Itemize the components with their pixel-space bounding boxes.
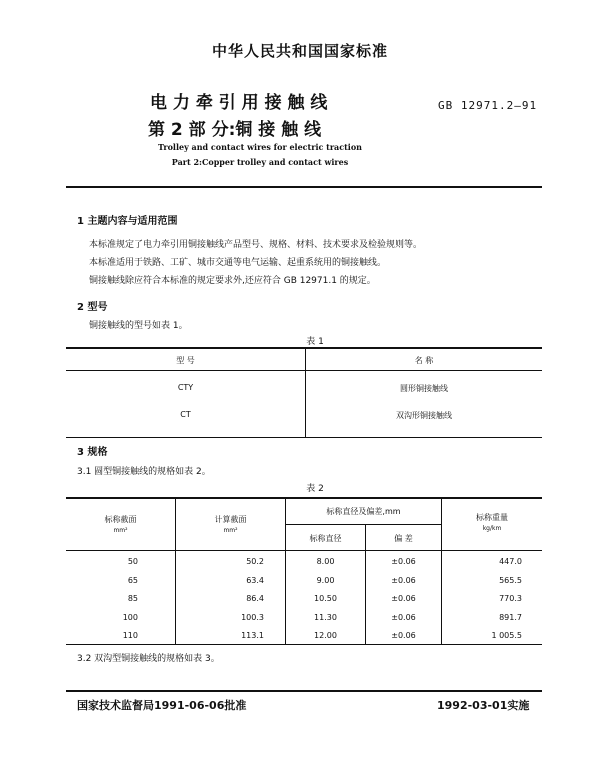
table2-row5-calc: 113.1 [241,631,264,640]
section1-paragraph1: 本标准规定了电力牵引用铜接触线产品型号、规格、材料、技术要求及检验规则等。 [89,240,423,250]
table2-row1-diameter: 8.00 [316,557,335,566]
header-rule [66,186,542,188]
section3-1-text: 3.1 圆型铜接触线的规格如表 2。 [77,467,211,477]
table2-row3-diameter: 10.50 [314,594,337,603]
table2-row1-deviation: ±0.06 [391,557,416,566]
document-title-line2: 第 2 部 分:铜 接 触 线 [148,120,322,140]
table2-row1-calc: 50.2 [246,557,264,566]
table2-row4-calc: 100.3 [241,613,264,622]
section3-heading: 3 规格 [77,447,108,458]
table2-header-diameter: 标称直径 [309,534,342,543]
table2-row5-diameter: 12.00 [314,631,337,640]
table2-caption: 表 2 [306,484,324,494]
table2-row2-calc: 63.4 [246,576,264,585]
table1-row2-model: CT [180,410,191,419]
table1-row1-name: 圆形铜接触线 [400,384,448,393]
table2-row4-diameter: 11.30 [314,613,337,622]
table2-row1-area: 50 [127,557,138,566]
table2-row3-weight: 770.3 [499,594,522,603]
table2-row4-weight: 891.7 [499,613,522,622]
effective-date: 1992-03-01实施 [437,699,530,712]
section1-heading: 1 主题内容与适用范围 [77,216,178,227]
table2-row2-deviation: ±0.06 [391,576,416,585]
table1-caption: 表 1 [306,337,324,347]
section2-intro: 铜接触线的型号如表 1。 [89,321,188,331]
table2-row2-weight: 565.5 [499,576,522,585]
table2-header-deviation: 偏 差 [394,534,413,543]
table1-row1-model: CTY [177,383,194,392]
table2-row2-diameter: 9.00 [316,576,335,585]
table2-row3-deviation: ±0.06 [391,594,416,603]
table2-row4-area: 100 [122,613,138,622]
table2-row1-weight: 447.0 [499,557,522,566]
section3-2-text: 3.2 双沟型铜接触线的规格如表 3。 [77,654,220,664]
table2-row5-deviation: ±0.06 [391,631,416,640]
table2-header-nominal-area: 标称截面 [104,515,137,524]
table2-header-calc-area-unit: mm² [223,527,238,534]
table1-header-name: 名 称 [414,356,434,365]
table2-row3-area: 85 [127,594,138,603]
table2-header-diameter-group: 标称直径及偏差,mm [326,507,401,516]
section1-paragraph2: 本标准适用于铁路、工矿、城市交通等电气运输、起重系统用的铜接触线。 [89,258,387,268]
table2-row5-weight: 1 005.5 [491,631,522,640]
standard-number: GB 12971.2—91 [438,99,538,112]
approval-date: 国家技术监督局1991-06-06批准 [77,699,247,712]
table1-row2-name: 双沟形铜接触线 [396,411,452,420]
document-title-line1: 电 力 牵 引 用 接 触 线 [150,93,328,113]
section2-heading: 2 型号 [77,302,108,313]
table2-row3-calc: 86.4 [246,594,264,603]
table2-header-nominal-area-unit: mm² [113,527,128,534]
table2-row5-area: 110 [122,631,138,640]
section1-paragraph3: 铜接触线除应符合本标准的规定要求外,还应符合 GB 12971.1 的规定。 [89,276,376,286]
table2-header-weight-unit: kg/km [482,525,502,532]
table2-row2-area: 65 [127,576,138,585]
table2-row4-deviation: ±0.06 [391,613,416,622]
english-title-line1: Trolley and contact wires for electric traction [158,142,362,152]
national-standard-label: 中华人民共和国国家标准 [211,42,388,60]
footer-rule [66,690,542,692]
english-title-line2: Part 2:Copper trolley and contact wires [171,157,349,167]
table2-header-calc-area: 计算截面 [214,515,247,524]
table1-header-model: 型 号 [176,356,195,365]
table2-header-weight: 标称重量 [476,513,508,522]
